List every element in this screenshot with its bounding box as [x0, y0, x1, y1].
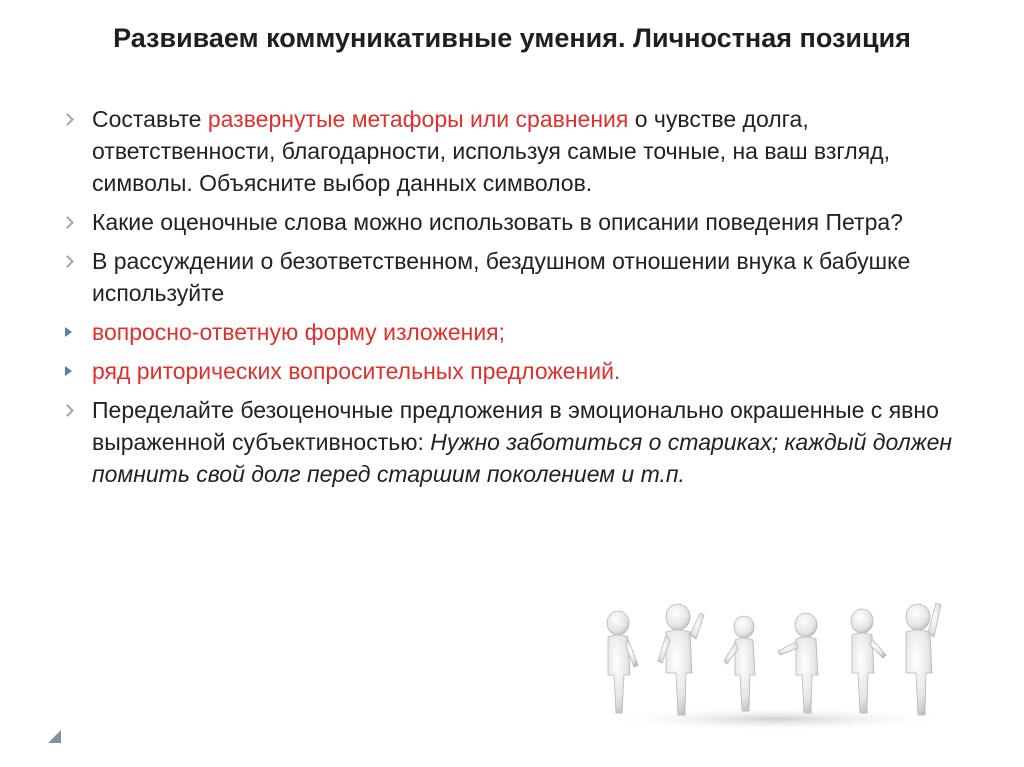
bullet-metaphors — [62, 103, 962, 199]
bullet-reasoning — [62, 245, 962, 309]
bullet-text: о чувстве долга, ответственности, благодарности, используя самые точные, на ваш взгляд, символы. Объясните выбор данных символов. — [92, 106, 890, 196]
slide-title: Развиваем коммуникативные умения. Личностная позиция — [113, 23, 911, 53]
bullet-rewrite-sentences — [62, 394, 962, 490]
italic-example-text: Нужно заботиться о стариках; каждый должен помнить свой долг перед старшим поколением и т.п. — [92, 429, 953, 487]
bullet-text: В рассуждении о безответственном, бездушном отношении внука к бабушке используйте — [92, 248, 911, 306]
bullet-list — [62, 103, 962, 497]
figure-5 — [851, 609, 886, 713]
sub-bullet-text: ряд риторических вопросительных предложений. — [92, 358, 621, 384]
figure-6 — [906, 603, 941, 715]
figure-2 — [658, 604, 704, 715]
open-arrow-icon — [62, 245, 76, 277]
open-arrow-icon — [62, 206, 76, 238]
triangle-icon — [62, 355, 76, 387]
sub-bullet-question-answer — [62, 316, 962, 348]
group-of-figures-illustration — [596, 595, 956, 730]
bullet-text: Какие оценочные слова можно использовать в описании поведения Петра? — [92, 209, 903, 235]
sub-bullet-rhetorical — [62, 355, 962, 387]
highlighted-text: развернутые метафоры или сравнения — [207, 106, 629, 132]
figure-3 — [724, 616, 755, 711]
open-arrow-icon — [62, 394, 76, 426]
corner-triangle-icon — [48, 730, 61, 743]
figure-1 — [607, 611, 638, 713]
open-arrow-icon — [62, 103, 76, 135]
bullet-text: Составьте — [92, 106, 208, 132]
triangle-icon — [62, 316, 76, 348]
bullet-text: Переделайте безоценочные предложения в эмоционально окрашенные с явно выраженной субъективностью: — [92, 397, 939, 455]
sub-bullet-text: вопросно-ответную форму изложения; — [92, 319, 506, 345]
figure-4 — [778, 613, 818, 713]
bullet-evaluative-words — [62, 206, 962, 238]
